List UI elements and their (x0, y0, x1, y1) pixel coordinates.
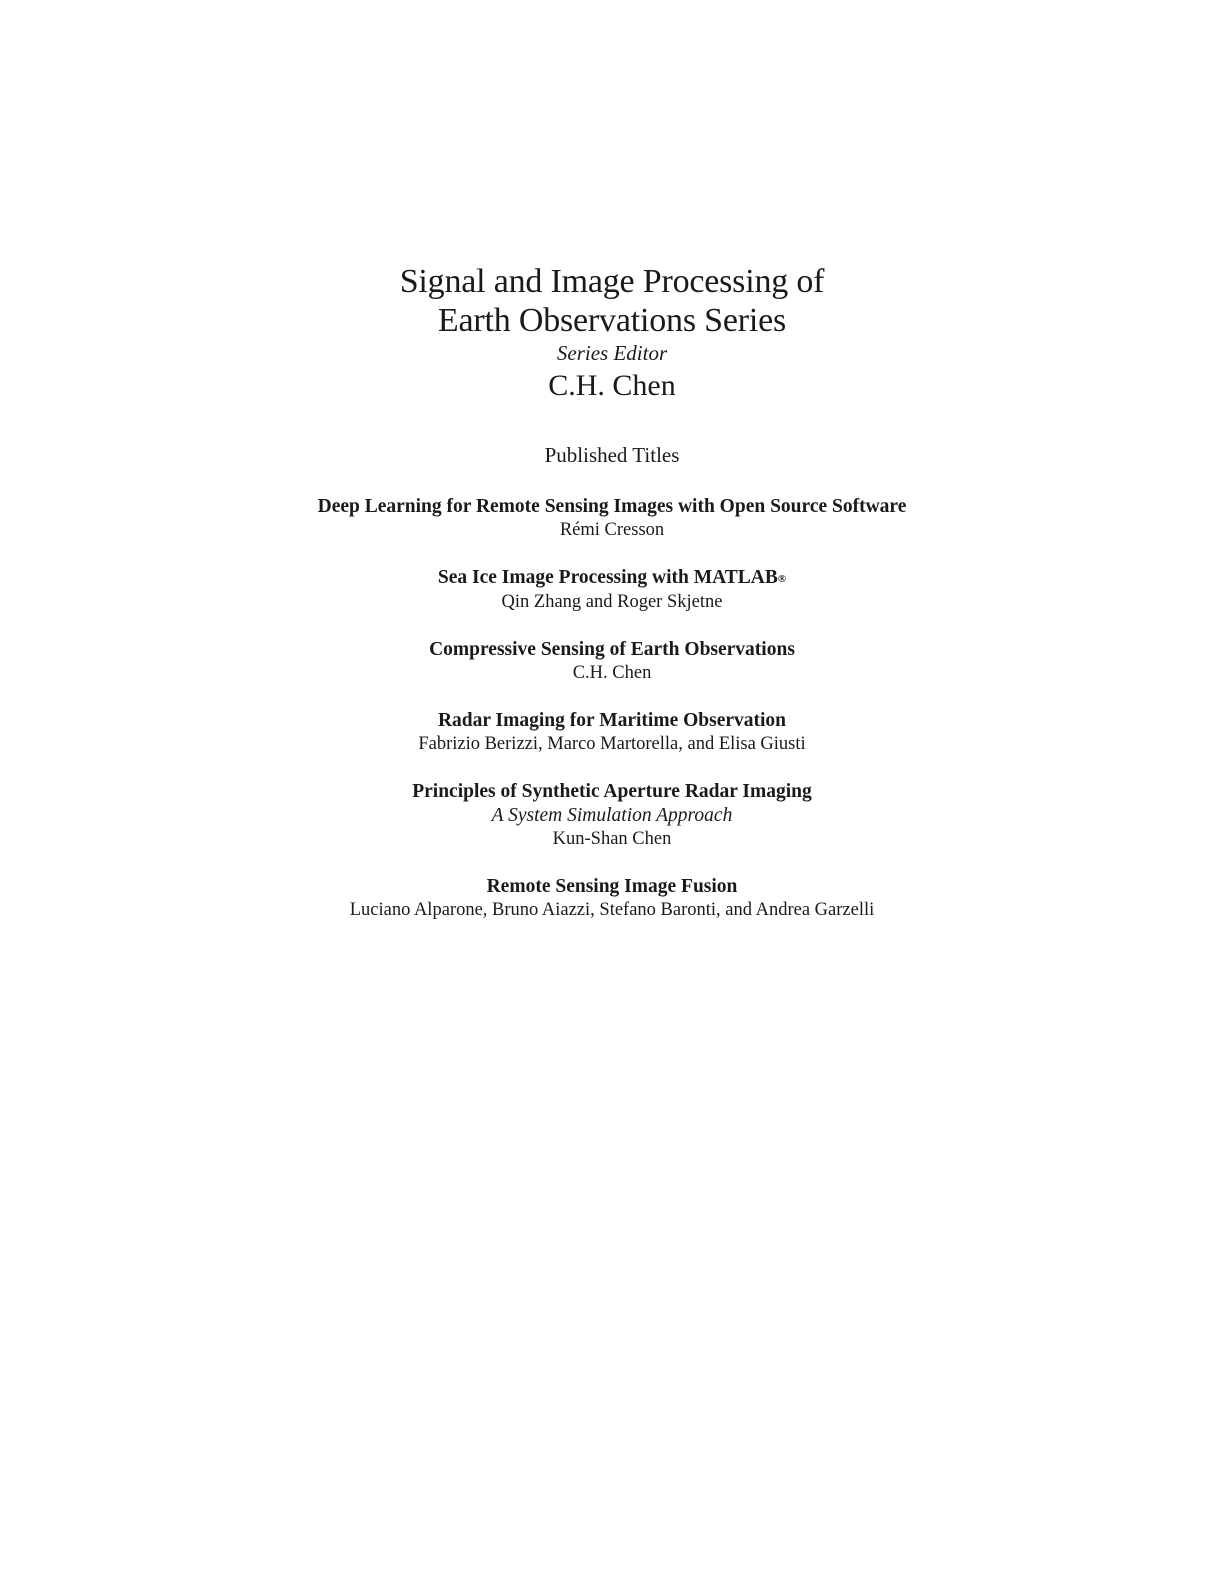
book-entry (0, 638, 1224, 685)
series-title-line-2: Earth Observations Series (437, 302, 787, 339)
book-title: Compressive Sensing of Earth Observations (429, 639, 795, 660)
book-title (0, 566, 1224, 591)
book-entry (0, 709, 1224, 756)
series-editor-label: Series Editor (556, 341, 668, 365)
series-editor-name: C.H. Chen (548, 369, 676, 402)
published-titles-heading: Published Titles (544, 443, 680, 467)
registered-trademark-mark: ® (777, 573, 787, 585)
book-authors: Qin Zhang and Roger Skjetne (501, 592, 723, 612)
book-entry (0, 875, 1224, 922)
book-authors: C.H. Chen (572, 663, 652, 683)
book-title: Deep Learning for Remote Sensing Images with Open Source Software (317, 496, 907, 517)
book-entry (0, 495, 1224, 542)
book-title: Principles of Synthetic Aperture Radar Imaging (412, 781, 812, 802)
book-entry (0, 780, 1224, 851)
book-authors: Rémi Cresson (559, 520, 665, 540)
book-title: Radar Imaging for Maritime Observation (437, 710, 787, 731)
series-title-line-1: Signal and Image Processing of (399, 263, 825, 300)
book-authors: Fabrizio Berizzi, Marco Martorella, and Elisa Giusti (418, 734, 806, 754)
book-title: Remote Sensing Image Fusion (486, 876, 738, 897)
book-subtitle: A System Simulation Approach (491, 805, 733, 826)
book-authors: Kun-Shan Chen (552, 829, 672, 849)
book-title-text: Sea Ice Image Processing with MATLAB (437, 567, 778, 588)
published-titles-list (0, 495, 1224, 946)
book-entry (0, 566, 1224, 614)
book-authors: Luciano Alparone, Bruno Aiazzi, Stefano Baronti, and Andrea Garzelli (349, 900, 875, 920)
series-header (0, 262, 1224, 405)
